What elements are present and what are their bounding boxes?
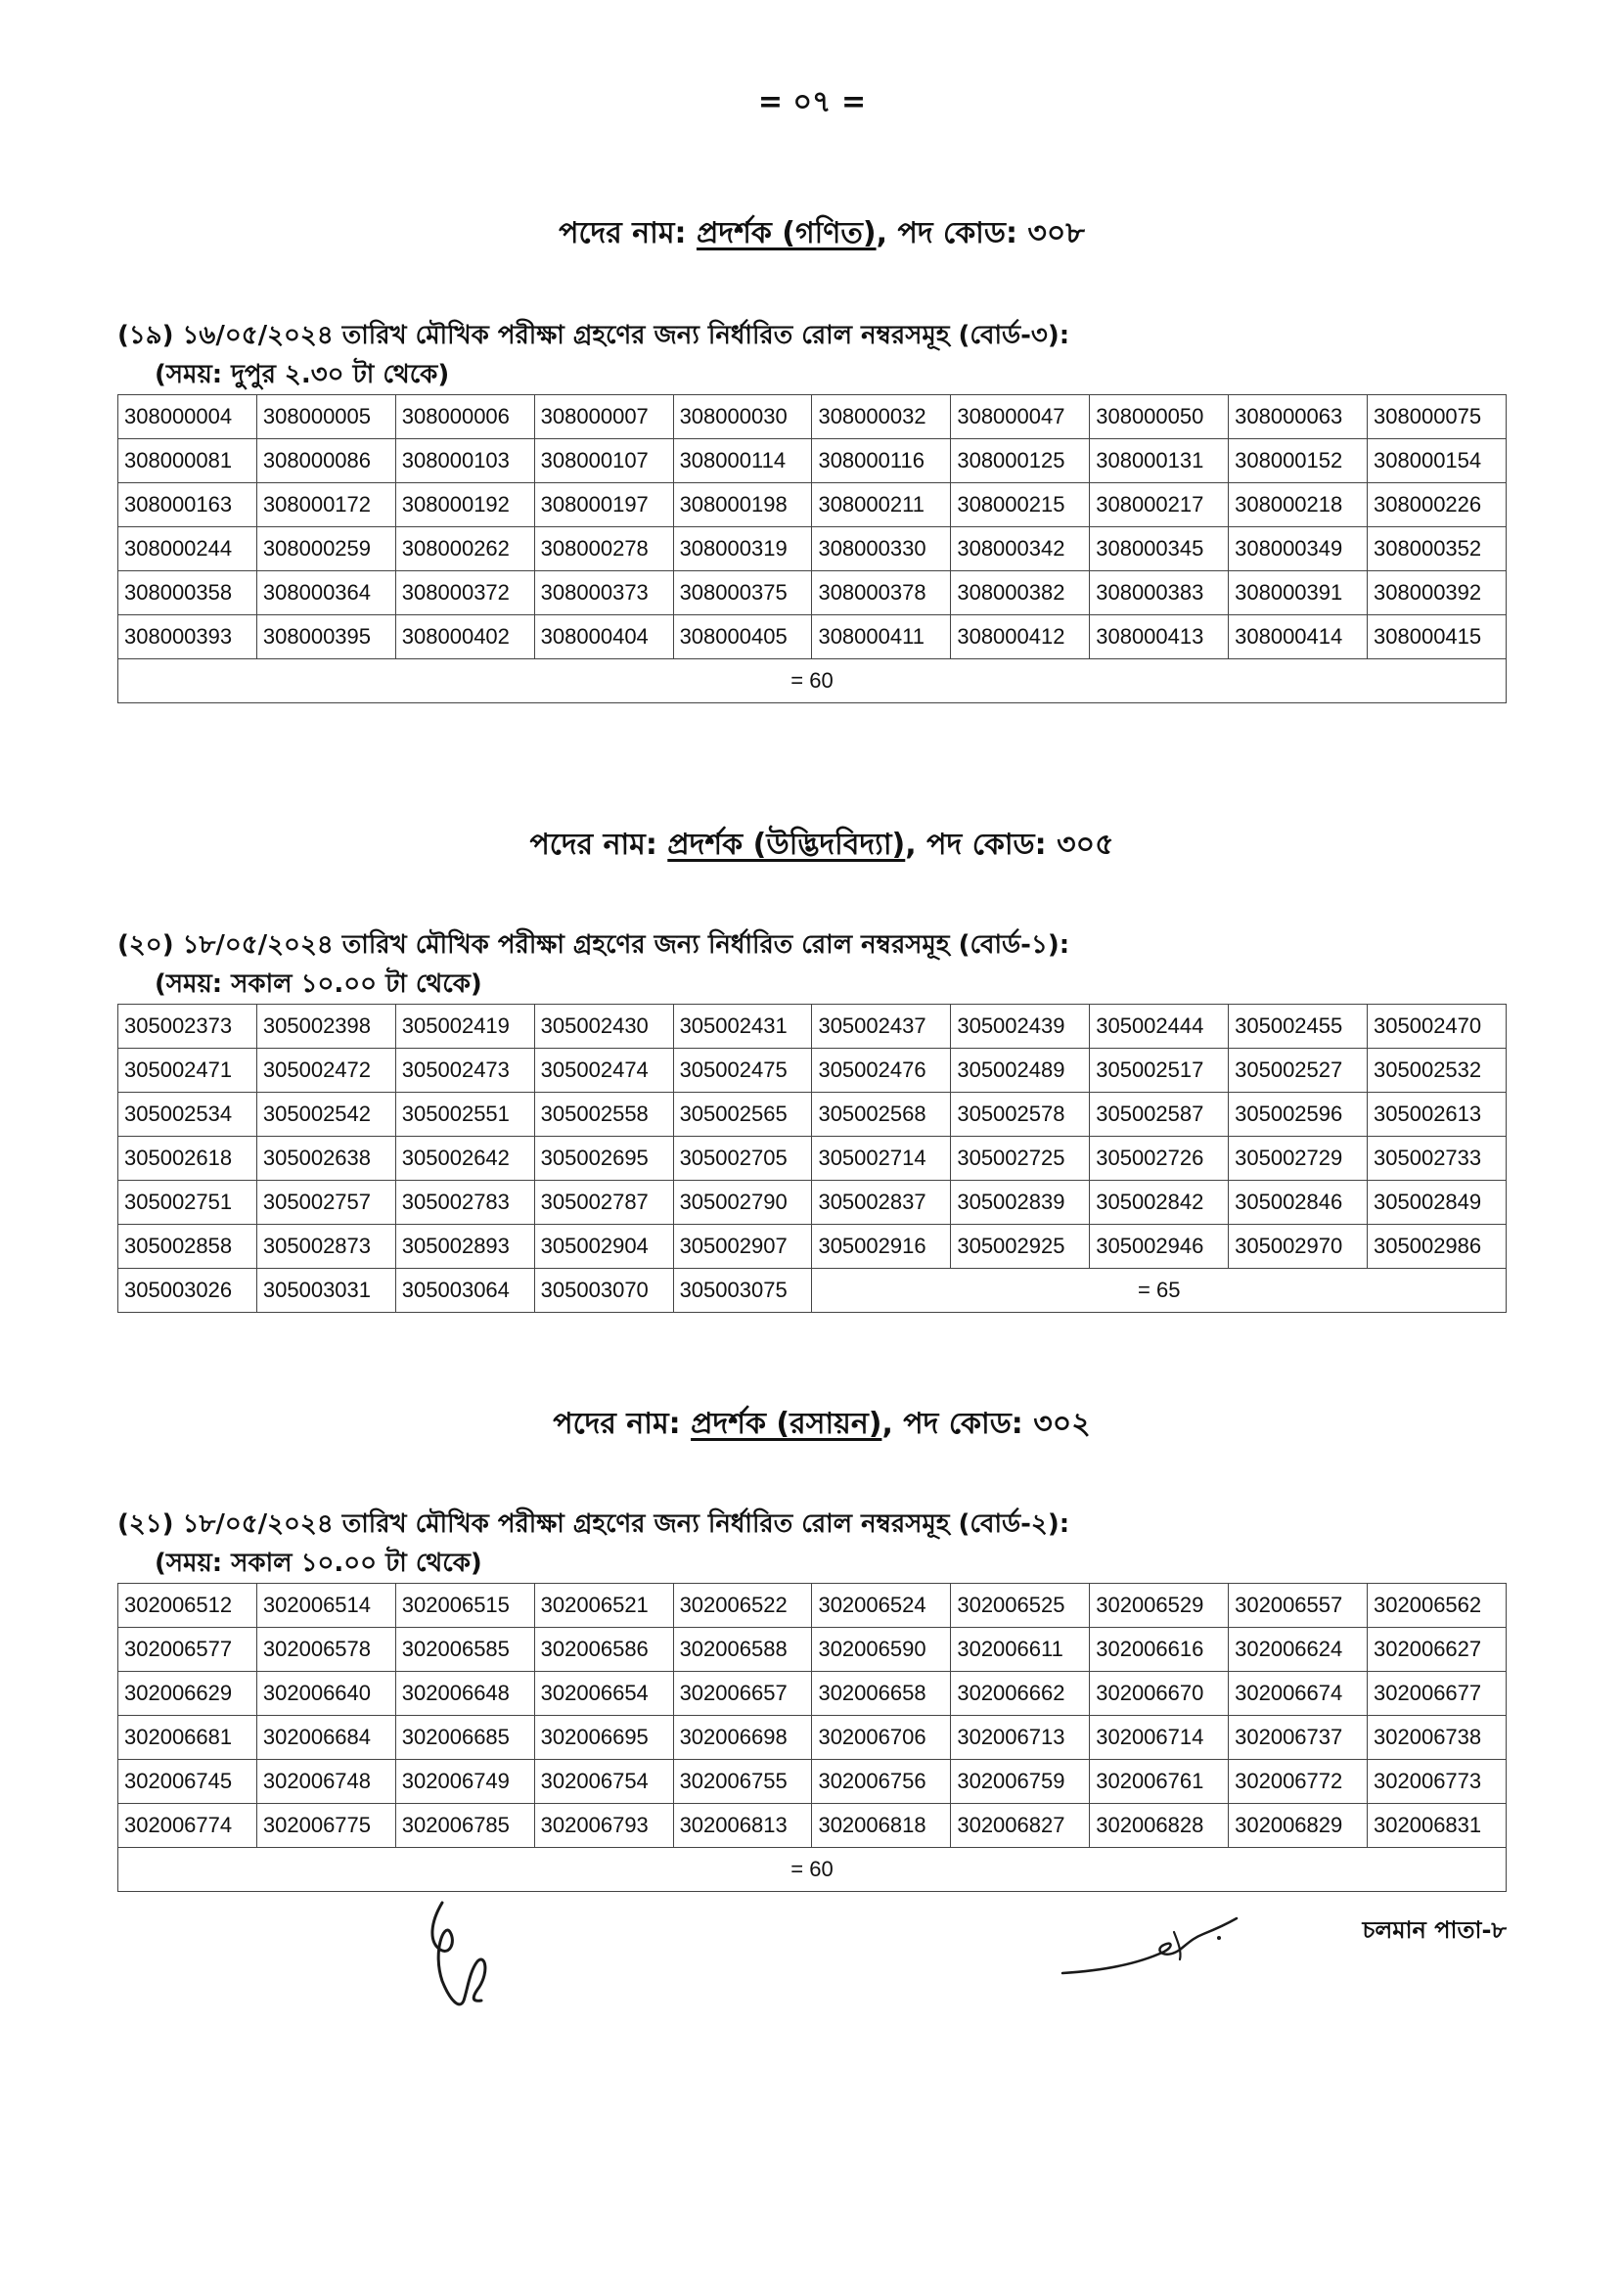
roll-number-cell: 308000413 <box>1090 615 1229 659</box>
roll-number-cell: 302006521 <box>534 1584 673 1628</box>
roll-number-cell: 302006681 <box>118 1716 257 1760</box>
roll-number-cell: 308000007 <box>534 395 673 439</box>
table-row <box>118 1225 1507 1269</box>
roll-number-cell: 308000415 <box>1368 615 1507 659</box>
roll-number-cell: 308000116 <box>812 439 951 483</box>
roll-number-cell: 308000259 <box>256 527 395 571</box>
signature-left <box>421 1893 519 2030</box>
section-math <box>117 210 1507 703</box>
section-botany <box>117 822 1507 1313</box>
roll-number-cell: 305002705 <box>673 1137 812 1181</box>
roll-number-cell: 305002455 <box>1229 1005 1368 1049</box>
roll-number-cell: 302006818 <box>812 1804 951 1848</box>
table-row <box>118 1049 1507 1093</box>
roll-number-cell: 302006524 <box>812 1584 951 1628</box>
roll-number-cell: 302006785 <box>395 1804 534 1848</box>
roll-number-cell: 308000402 <box>395 615 534 659</box>
table-row <box>118 1005 1507 1049</box>
roll-number-cell: 308000349 <box>1229 527 1368 571</box>
roll-number-cell: 302006640 <box>256 1672 395 1716</box>
roll-number-cell: 305002568 <box>812 1093 951 1137</box>
post-code: , পদ কোড: ৩০২ <box>881 1407 1091 1441</box>
roll-number-cell: 302006737 <box>1229 1716 1368 1760</box>
roll-number-cell: 305002551 <box>395 1093 534 1137</box>
roll-number-cell: 302006759 <box>951 1760 1090 1804</box>
roll-number-cell: 308000244 <box>118 527 257 571</box>
table-row <box>118 571 1507 615</box>
roll-number-cell: 308000032 <box>812 395 951 439</box>
roll-number-cell: 308000262 <box>395 527 534 571</box>
roll-number-cell: 308000411 <box>812 615 951 659</box>
roll-number-cell: 302006772 <box>1229 1760 1368 1804</box>
table-row <box>118 439 1507 483</box>
roll-number-cell: 302006755 <box>673 1760 812 1804</box>
roll-number-cell: 308000075 <box>1368 395 1507 439</box>
roll-number-cell: 308000215 <box>951 483 1090 527</box>
roll-number-cell: 305002907 <box>673 1225 812 1269</box>
roll-number-cell: 302006585 <box>395 1628 534 1672</box>
roll-number-cell: 305002733 <box>1368 1137 1507 1181</box>
roll-number-cell: 302006745 <box>118 1760 257 1804</box>
total-row <box>118 1848 1507 1892</box>
roll-number-cell: 308000412 <box>951 615 1090 659</box>
schedule-heading: (১৯) ১৬/০৫/২০২৪ তারিখ মৌখিক পরীক্ষা গ্রহণের জন্য নির্ধারিত রোল নম্বরসমূহ (বোর্ড-৩): <box>117 321 1070 350</box>
roll-number-cell: 308000107 <box>534 439 673 483</box>
roll-number-cell: 305002858 <box>118 1225 257 1269</box>
total-count: = 65 <box>812 1269 1507 1313</box>
roll-number-cell: 305002916 <box>812 1225 951 1269</box>
roll-number-cell: 308000103 <box>395 439 534 483</box>
roll-number-cell: 305002431 <box>673 1005 812 1049</box>
table-row <box>118 1137 1507 1181</box>
roll-number-cell: 308000383 <box>1090 571 1229 615</box>
roll-number-cell: 305002517 <box>1090 1049 1229 1093</box>
roll-number-cell: 305002437 <box>812 1005 951 1049</box>
roll-number-cell: 308000050 <box>1090 395 1229 439</box>
roll-number-cell: 305002565 <box>673 1093 812 1137</box>
roll-number-cell: 305002904 <box>534 1225 673 1269</box>
roll-number-cell: 308000154 <box>1368 439 1507 483</box>
roll-number-cell: 308000197 <box>534 483 673 527</box>
schedule-time: (সময়: সকাল ১০.০০ টা থেকে) <box>155 1549 482 1578</box>
roll-number-cell: 308000382 <box>951 571 1090 615</box>
roll-number-cell: 305002695 <box>534 1137 673 1181</box>
roll-number-cell: 305003064 <box>395 1269 534 1313</box>
roll-number-cell: 305002837 <box>812 1181 951 1225</box>
roll-number-cell: 308000375 <box>673 571 812 615</box>
roll-number-cell: 302006775 <box>256 1804 395 1848</box>
roll-number-cell: 305003031 <box>256 1269 395 1313</box>
roll-number-cell: 302006611 <box>951 1628 1090 1672</box>
roll-number-cell: 305002476 <box>812 1049 951 1093</box>
total-count: = 60 <box>118 659 1507 703</box>
roll-number-cell: 302006658 <box>812 1672 951 1716</box>
roll-number-cell: 308000030 <box>673 395 812 439</box>
roll-number-cell: 305002473 <box>395 1049 534 1093</box>
table-row <box>118 1804 1507 1848</box>
roll-number-cell: 302006698 <box>673 1716 812 1760</box>
roll-number-cell: 305002470 <box>1368 1005 1507 1049</box>
roll-number-cell: 308000086 <box>256 439 395 483</box>
roll-number-cell: 308000358 <box>118 571 257 615</box>
roll-number-cell: 305002925 <box>951 1225 1090 1269</box>
roll-number-cell: 305002846 <box>1229 1181 1368 1225</box>
roll-number-table <box>117 1583 1507 1892</box>
table-row <box>118 1628 1507 1672</box>
roll-number-cell: 308000414 <box>1229 615 1368 659</box>
roll-number-cell: 308000114 <box>673 439 812 483</box>
roll-number-cell: 308000063 <box>1229 395 1368 439</box>
post-name: প্রদর্শক (উদ্ভিদবিদ্যা) <box>667 828 906 862</box>
post-title <box>137 210 1507 257</box>
roll-number-cell: 302006714 <box>1090 1716 1229 1760</box>
roll-number-cell: 305002558 <box>534 1093 673 1137</box>
roll-number-cell: 305002757 <box>256 1181 395 1225</box>
roll-number-cell: 302006773 <box>1368 1760 1507 1804</box>
roll-number-cell: 305002430 <box>534 1005 673 1049</box>
roll-number-cell: 308000404 <box>534 615 673 659</box>
roll-number-cell: 302006829 <box>1229 1804 1368 1848</box>
roll-number-cell: 305002618 <box>118 1137 257 1181</box>
roll-number-cell: 302006793 <box>534 1804 673 1848</box>
roll-number-cell: 308000405 <box>673 615 812 659</box>
roll-number-cell: 305002729 <box>1229 1137 1368 1181</box>
table-row <box>118 1181 1507 1225</box>
roll-number-cell: 302006827 <box>951 1804 1090 1848</box>
roll-number-cell: 305002444 <box>1090 1005 1229 1049</box>
roll-number-cell: 308000005 <box>256 395 395 439</box>
roll-number-cell: 302006674 <box>1229 1672 1368 1716</box>
roll-number-cell: 305002726 <box>1090 1137 1229 1181</box>
roll-number-cell: 308000378 <box>812 571 951 615</box>
table-row <box>118 483 1507 527</box>
roll-number-cell: 305002849 <box>1368 1181 1507 1225</box>
roll-number-cell: 305002613 <box>1368 1093 1507 1137</box>
roll-number-cell: 305002787 <box>534 1181 673 1225</box>
roll-number-cell: 302006525 <box>951 1584 1090 1628</box>
roll-number-cell: 302006654 <box>534 1672 673 1716</box>
roll-number-cell: 302006578 <box>256 1628 395 1672</box>
roll-number-cell: 305002489 <box>951 1049 1090 1093</box>
roll-number-cell: 308000226 <box>1368 483 1507 527</box>
roll-number-cell: 302006813 <box>673 1804 812 1848</box>
roll-number-cell: 302006828 <box>1090 1804 1229 1848</box>
roll-number-cell: 302006627 <box>1368 1628 1507 1672</box>
post-label: পদের নাম: <box>553 1407 692 1441</box>
roll-number-cell: 302006761 <box>1090 1760 1229 1804</box>
roll-number-cell: 308000047 <box>951 395 1090 439</box>
roll-number-cell: 305002532 <box>1368 1049 1507 1093</box>
roll-number-cell: 308000163 <box>118 483 257 527</box>
roll-number-cell: 305002527 <box>1229 1049 1368 1093</box>
roll-number-cell: 305002986 <box>1368 1225 1507 1269</box>
roll-number-cell: 308000373 <box>534 571 673 615</box>
roll-number-cell: 305002790 <box>673 1181 812 1225</box>
roll-number-cell: 302006749 <box>395 1760 534 1804</box>
roll-number-cell: 305002873 <box>256 1225 395 1269</box>
total-count: = 60 <box>118 1848 1507 1892</box>
roll-number-cell: 305002946 <box>1090 1225 1229 1269</box>
roll-number-cell: 308000192 <box>395 483 534 527</box>
roll-number-cell: 302006590 <box>812 1628 951 1672</box>
roll-number-cell: 305002783 <box>395 1181 534 1225</box>
table-row <box>118 1093 1507 1137</box>
post-title <box>137 1401 1507 1448</box>
roll-number-cell: 302006774 <box>118 1804 257 1848</box>
roll-number-cell: 305002638 <box>256 1137 395 1181</box>
roll-number-cell: 305002398 <box>256 1005 395 1049</box>
roll-number-cell: 308000342 <box>951 527 1090 571</box>
schedule-heading: (২১) ১৮/০৫/২০২৪ তারিখ মৌখিক পরীক্ষা গ্রহণের জন্য নির্ধারিত রোল নম্বরসমূহ (বোর্ড-২): <box>117 1509 1070 1539</box>
roll-number-cell: 308000006 <box>395 395 534 439</box>
table-row <box>118 1672 1507 1716</box>
roll-number-cell: 308000004 <box>118 395 257 439</box>
roll-number-cell: 302006754 <box>534 1760 673 1804</box>
roll-number-cell: 305002534 <box>118 1093 257 1137</box>
roll-number-cell: 302006529 <box>1090 1584 1229 1628</box>
roll-number-cell: 308000211 <box>812 483 951 527</box>
roll-number-cell: 305002893 <box>395 1225 534 1269</box>
roll-number-cell: 305003026 <box>118 1269 257 1313</box>
roll-number-cell: 308000131 <box>1090 439 1229 483</box>
post-code: , পদ কোড: ৩০৮ <box>876 216 1085 250</box>
table-row <box>118 615 1507 659</box>
schedule-heading: (২০) ১৮/০৫/২০২৪ তারিখ মৌখিক পরীক্ষা গ্রহণের জন্য নির্ধারিত রোল নম্বরসমূহ (বোর্ড-১): <box>117 930 1070 960</box>
schedule-time: (সময়: সকাল ১০.০০ টা থেকে) <box>155 969 482 999</box>
total-row <box>118 1269 1507 1313</box>
table-row <box>118 1760 1507 1804</box>
post-name: প্রদর্শক (রসায়ন) <box>691 1407 882 1441</box>
section-chemistry <box>117 1401 1507 1892</box>
roll-number-cell: 305002475 <box>673 1049 812 1093</box>
roll-number-cell: 302006677 <box>1368 1672 1507 1716</box>
total-row <box>118 659 1507 703</box>
post-label: পদের নাম: <box>529 828 668 862</box>
roll-number-table <box>117 1004 1507 1313</box>
roll-number-cell: 302006586 <box>534 1628 673 1672</box>
roll-number-cell: 302006522 <box>673 1584 812 1628</box>
roll-number-cell: 302006515 <box>395 1584 534 1628</box>
roll-number-cell: 302006514 <box>256 1584 395 1628</box>
roll-number-cell: 308000217 <box>1090 483 1229 527</box>
roll-number-cell: 302006629 <box>118 1672 257 1716</box>
roll-number-cell: 302006624 <box>1229 1628 1368 1672</box>
roll-number-cell: 302006562 <box>1368 1584 1507 1628</box>
table-row <box>118 1716 1507 1760</box>
table-row <box>118 395 1507 439</box>
post-name: প্রদর্শক (গণিত) <box>696 216 877 250</box>
roll-number-cell: 305002751 <box>118 1181 257 1225</box>
post-label: পদের নাম: <box>559 216 697 250</box>
roll-number-cell: 305002419 <box>395 1005 534 1049</box>
post-title <box>137 822 1507 869</box>
roll-number-cell: 308000393 <box>118 615 257 659</box>
roll-number-cell: 302006577 <box>118 1628 257 1672</box>
roll-number-cell: 305002471 <box>118 1049 257 1093</box>
roll-number-cell: 305002472 <box>256 1049 395 1093</box>
roll-number-cell: 302006738 <box>1368 1716 1507 1760</box>
roll-number-cell: 302006695 <box>534 1716 673 1760</box>
table-row <box>118 1584 1507 1628</box>
roll-number-cell: 308000152 <box>1229 439 1368 483</box>
roll-number-cell: 305002725 <box>951 1137 1090 1181</box>
roll-number-cell: 302006648 <box>395 1672 534 1716</box>
roll-number-cell: 308000172 <box>256 483 395 527</box>
schedule-time: (সময়: দুপুর ২.৩০ টা থেকে) <box>155 360 450 389</box>
roll-number-cell: 308000218 <box>1229 483 1368 527</box>
table-row <box>118 527 1507 571</box>
roll-number-cell: 305002642 <box>395 1137 534 1181</box>
roll-number-cell: 308000395 <box>256 615 395 659</box>
roll-number-cell: 305002474 <box>534 1049 673 1093</box>
roll-number-cell: 308000372 <box>395 571 534 615</box>
roll-number-cell: 308000198 <box>673 483 812 527</box>
roll-number-cell: 305002596 <box>1229 1093 1368 1137</box>
roll-number-cell: 302006512 <box>118 1584 257 1628</box>
roll-number-cell: 308000391 <box>1229 571 1368 615</box>
roll-number-cell: 308000125 <box>951 439 1090 483</box>
roll-number-table <box>117 394 1507 703</box>
roll-number-cell: 302006657 <box>673 1672 812 1716</box>
roll-number-cell: 305002439 <box>951 1005 1090 1049</box>
roll-number-cell: 302006684 <box>256 1716 395 1760</box>
roll-number-cell: 302006588 <box>673 1628 812 1672</box>
roll-number-cell: 305002714 <box>812 1137 951 1181</box>
continued-page-note: চলমান পাতা-৮ <box>1362 1916 1507 1944</box>
roll-number-cell: 302006706 <box>812 1716 951 1760</box>
roll-number-cell: 308000352 <box>1368 527 1507 571</box>
roll-number-cell: 302006748 <box>256 1760 395 1804</box>
page-number: = ০৭ = <box>757 85 867 119</box>
roll-number-cell: 302006616 <box>1090 1628 1229 1672</box>
roll-number-cell: 302006831 <box>1368 1804 1507 1848</box>
roll-number-cell: 305002839 <box>951 1181 1090 1225</box>
roll-number-cell: 305003075 <box>673 1269 812 1313</box>
roll-number-cell: 305002542 <box>256 1093 395 1137</box>
roll-number-cell: 305002970 <box>1229 1225 1368 1269</box>
roll-number-cell: 305003070 <box>534 1269 673 1313</box>
roll-number-cell: 308000345 <box>1090 527 1229 571</box>
signature-right <box>1057 1912 1272 1991</box>
roll-number-cell: 305002578 <box>951 1093 1090 1137</box>
post-code: , পদ কোড: ৩০৫ <box>905 828 1114 862</box>
roll-number-cell: 302006756 <box>812 1760 951 1804</box>
roll-number-cell: 308000364 <box>256 571 395 615</box>
roll-number-cell: 302006713 <box>951 1716 1090 1760</box>
roll-number-cell: 308000330 <box>812 527 951 571</box>
roll-number-cell: 308000319 <box>673 527 812 571</box>
roll-number-cell: 308000278 <box>534 527 673 571</box>
roll-number-cell: 305002842 <box>1090 1181 1229 1225</box>
roll-number-cell: 305002587 <box>1090 1093 1229 1137</box>
roll-number-cell: 302006670 <box>1090 1672 1229 1716</box>
roll-number-cell: 302006557 <box>1229 1584 1368 1628</box>
roll-number-cell: 308000392 <box>1368 571 1507 615</box>
roll-number-cell: 302006685 <box>395 1716 534 1760</box>
roll-number-cell: 308000081 <box>118 439 257 483</box>
roll-number-cell: 305002373 <box>118 1005 257 1049</box>
roll-number-cell: 302006662 <box>951 1672 1090 1716</box>
